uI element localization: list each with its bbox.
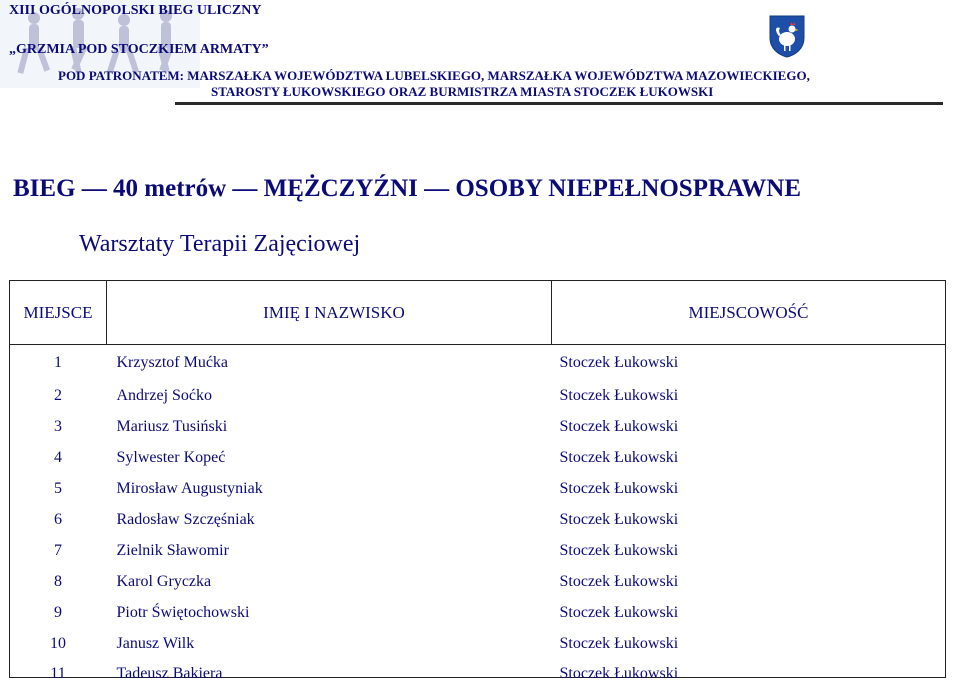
name-cell: Mariusz Tusiński	[116, 418, 228, 436]
table-row	[10, 566, 946, 597]
table-row	[10, 597, 946, 628]
table-row	[10, 412, 946, 443]
city-cell: Stoczek Łukowski	[559, 634, 679, 652]
city-cell: Stoczek Łukowski	[559, 511, 679, 528]
column-header-city: MIEJSCOWOŚĆ	[552, 281, 946, 345]
page-title: BIEG — 40 metrów — MĘŻCZYŹNI — OSOBY NIEPEŁNOSPRAWNE	[13, 175, 802, 202]
city-cell: Stoczek Łukowski	[559, 480, 679, 498]
name-cell: Sylwester Kopeć	[116, 449, 226, 467]
place-cell: 3	[54, 418, 62, 436]
name-cell: Andrzej Soćko	[116, 387, 213, 405]
rooster-crest-icon	[768, 14, 806, 58]
place-cell: 7	[54, 541, 62, 559]
name-cell: Mirosław Augustyniak	[116, 480, 263, 498]
city-cell: Stoczek Łukowski	[559, 387, 679, 405]
column-header-name: IMIĘ I NAZWISKO	[107, 281, 552, 345]
event-subtitle: „GRZMIA POD STOCZKIEM ARMATY”	[9, 42, 269, 57]
place-cell: 11	[50, 665, 66, 683]
place-cell: 9	[54, 603, 62, 621]
table-row	[10, 443, 946, 474]
place-cell: 4	[54, 449, 62, 467]
place-cell: 1	[54, 354, 62, 371]
city-cell: Stoczek Łukowski	[559, 603, 679, 621]
name-cell: Piotr Świętochowski	[116, 603, 250, 621]
table-row	[10, 505, 946, 536]
city-cell: Stoczek Łukowski	[559, 665, 679, 683]
city-cell: Stoczek Łukowski	[559, 418, 679, 436]
table-row	[10, 659, 946, 690]
table-row	[10, 535, 946, 566]
name-cell: Zielnik Sławomir	[116, 541, 229, 559]
column-header-place: MIEJSCE	[10, 281, 107, 345]
city-cell: Stoczek Łukowski	[559, 541, 679, 559]
table-row	[10, 381, 946, 412]
results-table-body	[10, 345, 946, 690]
place-cell: 5	[54, 480, 62, 498]
table-header-row	[10, 281, 946, 345]
table-row	[10, 474, 946, 505]
results-table	[9, 280, 946, 690]
header-divider	[175, 102, 943, 105]
place-cell: 6	[54, 511, 62, 528]
table-row	[10, 628, 946, 659]
name-cell: Janusz Wilk	[116, 634, 195, 652]
name-cell: Krzysztof Mućka	[116, 354, 229, 371]
place-cell: 10	[50, 634, 66, 652]
place-cell: 8	[54, 572, 62, 590]
event-title: XIII OGÓLNOPOLSKI BIEG ULICZNY	[9, 3, 262, 18]
place-cell: 2	[54, 387, 62, 405]
name-cell: Tadeusz Bakiera	[116, 665, 223, 683]
category-subtitle: Warsztaty Terapii Zajęciowej	[79, 231, 361, 257]
table-row	[10, 345, 946, 382]
patronage-line: POD PATRONATEM: MARSZAŁKA WOJEWÓDZTWA LUBELSKIEGO, MARSZAŁKA WOJEWÓDZTWA MAZOWIECKIEGO,	[58, 68, 810, 83]
city-cell: Stoczek Łukowski	[559, 354, 679, 371]
city-cell: Stoczek Łukowski	[559, 449, 679, 467]
city-cell: Stoczek Łukowski	[559, 572, 679, 590]
name-cell: Radosław Szczęśniak	[116, 511, 255, 528]
name-cell: Karol Gryczka	[116, 572, 212, 590]
patronage-line-2: STAROSTY ŁUKOWSKIEGO ORAZ BURMISTRZA MIASTA STOCZEK ŁUKOWSKI	[211, 84, 714, 99]
